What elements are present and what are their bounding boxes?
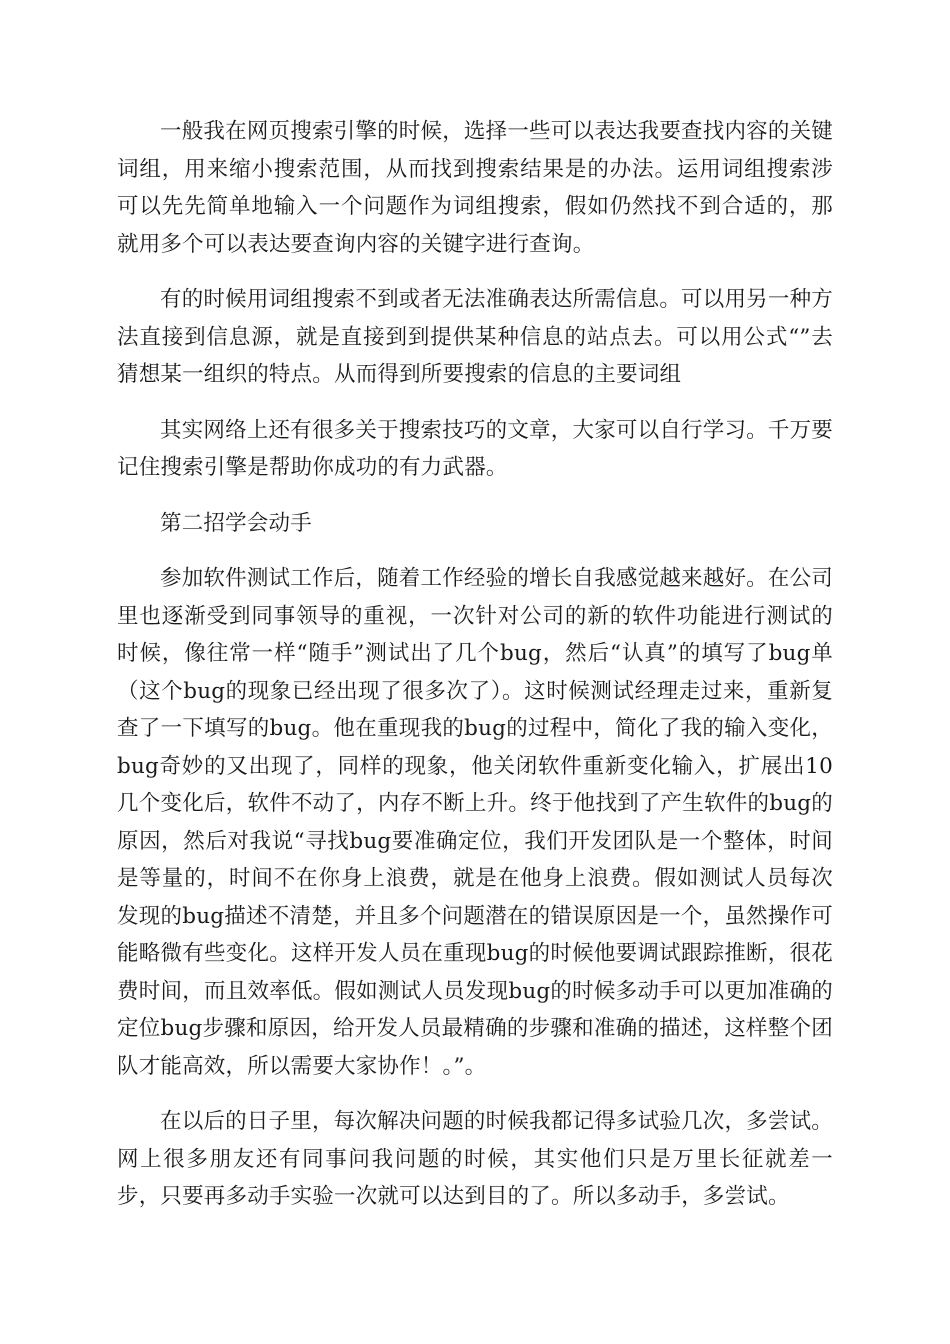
paragraph-conclusion: 在以后的日子里，每次解决问题的时候我都记得多试验几次，多尝试。网上很多朋友还有同事问我问题的时候，其实他们只是万里长征就差一步，只要再多动手实验一次就可以达到目的了。所以多动手，多尝试。	[117, 1109, 833, 1209]
document-page	[117, 113, 833, 1234]
paragraph-search-phrases: 一般我在网页搜索引擎的时候，选择一些可以表达我要查找内容的关键词组，用来缩小搜索范围，从而找到搜索结果是的办法。运用词组搜索涉可以先先简单地输入一个问题作为词组搜索，假如仍然找不到合适的，那就用多个可以表达要查询内容的关键字进行查询。	[117, 119, 833, 257]
section-heading: 第二招学会动手	[160, 510, 312, 536]
paragraph-information-source: 有的时候用词组搜索不到或者无法准确表达所需信息。可以用另一种方法直接到信息源，就是直接到到提供某种信息的站点去。可以用公式“”去猜想某一组织的特点。从而得到所要搜索的信息的主要词组	[117, 287, 833, 387]
paragraph-search-tips: 其实网络上还有很多关于搜索技巧的文章，大家可以自行学习。千万要记住搜索引擎是帮助你成功的有力武器。	[117, 417, 833, 480]
paragraph-testing-story: 参加软件测试工作后，随着工作经验的增长自我感觉越来越好。在公司里也逐渐受到同事领导的重视，一次针对公司的新的软件功能进行测试的时候，像往常一样“随手”测试出了几个bug，然后“认真”的填写了bug单（这个bug的现象已经出现了很多次了）。这时候测试经理走过来，重新复查了一下填写的bug。他在重现我的bug的过程中，简化了我的输入变化，bug奇妙的又出现了，同样的现象，他关闭软件重新变化输入，扩展出10几个变化后，软件不动了，内存不断上升。终于他找到了产生软件的bug的原因，然后对我说“寻找bug要准确定位，我们开发团队是一个整体，时间是等量的，时间不在你身上浪费，就是在他身上浪费。假如测试人员每次发现的bug描述不清楚，并且多个问题潜在的错误原因是一个，虽然操作可能略微有些变化。这样开发人员在重现bug的时候他要调试跟踪推断，很花费时间，而且效率低。假如测试人员发现bug的时候多动手可以更加准确的定位bug步骤和原因，给开发人员最精确的步骤和准确的描述，这样整个团队才能高效，所以需要大家协作！。”。	[117, 566, 833, 1079]
